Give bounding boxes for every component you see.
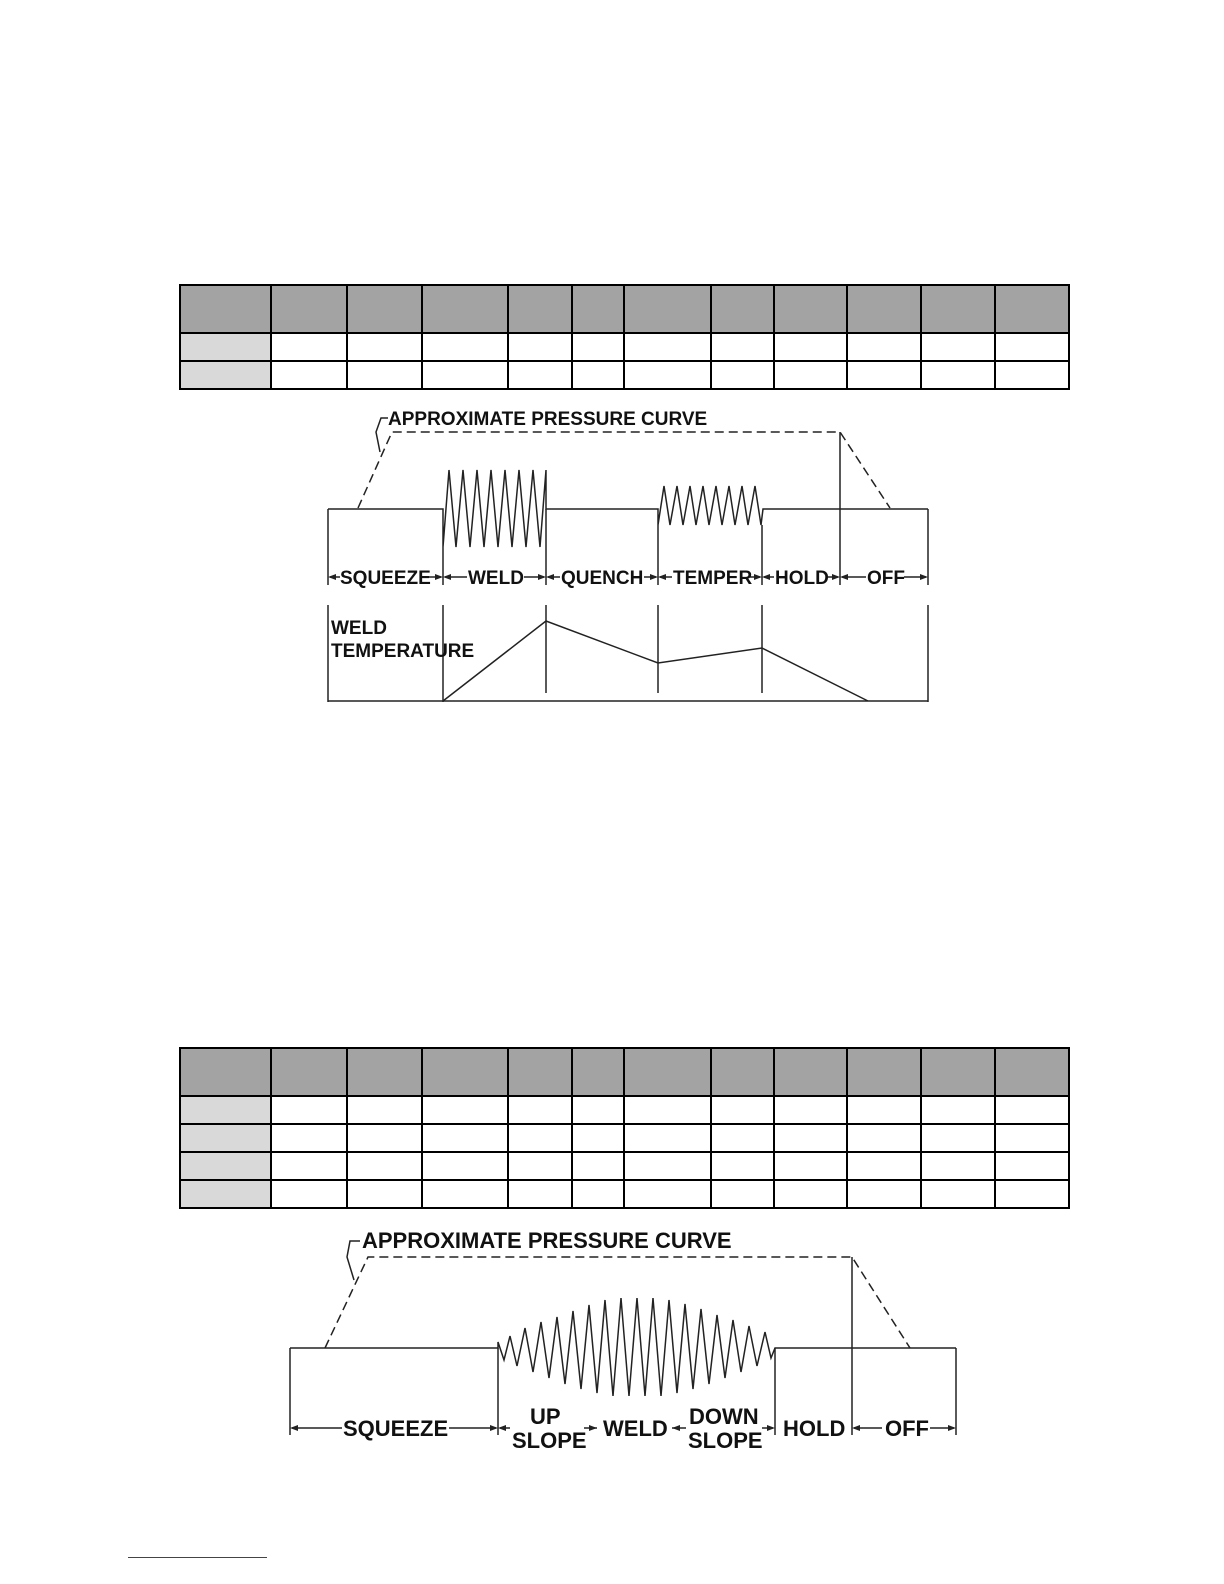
header-cell [572,285,624,333]
table-cell [271,361,347,389]
table-cell [711,333,774,361]
table-cell [995,333,1069,361]
header-cell [995,1048,1069,1096]
table-cell [624,1152,711,1180]
table-cell [624,361,711,389]
table-cell [847,361,921,389]
pressure-curve-label: APPROXIMATE PRESSURE CURVE [388,409,708,430]
table-cell [508,1152,572,1180]
row-label-cell [180,1096,271,1124]
table-cell [624,1124,711,1152]
header-cell [921,1048,995,1096]
table-row [180,1180,1069,1208]
header-cell [995,285,1069,333]
header-cell [774,285,847,333]
phase-label-down-slope-line-1: DOWN [689,1404,759,1429]
table-cell [774,1124,847,1152]
table-cell [572,1152,624,1180]
table-cell [847,333,921,361]
table-cell [624,333,711,361]
pressure-label-leader [376,418,388,452]
weld-sequence-diagram-slope [0,1220,1224,1480]
table-cell [624,1180,711,1208]
table-cell [847,1096,921,1124]
table-cell [347,1124,422,1152]
table-cell [921,1152,995,1180]
table-cell [774,1152,847,1180]
row-label-cell [180,361,271,389]
header-cell [180,1048,271,1096]
row-label-cell [180,1124,271,1152]
table-header-row [180,1048,1069,1096]
table-row [180,1152,1069,1180]
table-cell [508,361,572,389]
phase-label-squeeze: SQUEEZE [340,568,431,589]
table-row [180,1096,1069,1124]
table-cell [572,1096,624,1124]
table-cell [921,333,995,361]
table-cell [271,1152,347,1180]
pressure-curve-label: APPROXIMATE PRESSURE CURVE [362,1228,732,1253]
table-cell [847,1124,921,1152]
header-cell [624,285,711,333]
phase-label-up-slope-line-1: UP [530,1404,561,1429]
table-cell [847,1180,921,1208]
header-cell [921,285,995,333]
table-cell [774,333,847,361]
phase-label-quench: QUENCH [561,568,644,589]
timing-table-2 [179,1047,1070,1209]
phase-label-squeeze: SQUEEZE [343,1416,449,1441]
table-cell [711,1180,774,1208]
table-cell [995,1096,1069,1124]
pressure-label-leader [347,1241,360,1280]
table-cell [921,1180,995,1208]
header-cell [847,285,921,333]
temperature-label-line-1: WELD [331,618,387,639]
header-cell [711,285,774,333]
header-cell [572,1048,624,1096]
table-cell [995,1124,1069,1152]
table-cell [572,333,624,361]
row-label-cell [180,333,271,361]
phase-label-down-slope-line-2: SLOPE [688,1428,763,1453]
table-cell [422,1180,508,1208]
table-cell [572,1180,624,1208]
table-cell [711,361,774,389]
table-cell [847,1152,921,1180]
header-cell [624,1048,711,1096]
table-cell [422,1124,508,1152]
table-cell [711,1124,774,1152]
table-cell [271,333,347,361]
header-cell [271,1048,347,1096]
header-cell [508,1048,572,1096]
table-cell [711,1096,774,1124]
current-waveform [290,1298,956,1396]
table-cell [572,1124,624,1152]
table-cell [422,333,508,361]
table-cell [995,361,1069,389]
header-cell [847,1048,921,1096]
table-cell [422,361,508,389]
table-cell [711,1152,774,1180]
table-header-row [180,285,1069,333]
phase-label-weld: WELD [603,1416,668,1441]
table-cell [508,1096,572,1124]
table-cell [921,1124,995,1152]
phase-label-up-slope-line-2: SLOPE [512,1428,587,1453]
table-row [180,333,1069,361]
table-cell [995,1152,1069,1180]
temperature-curve [443,621,868,701]
row-label-cell [180,1152,271,1180]
timing-table-1 [179,284,1070,390]
table-cell [347,361,422,389]
table-cell [271,1124,347,1152]
pressure-curve [358,432,890,508]
table-cell [347,1096,422,1124]
header-cell [711,1048,774,1096]
table-cell [347,1180,422,1208]
temperature-label-line-2: TEMPERATURE [331,641,475,662]
weld-sequence-diagram-temper [0,400,1224,720]
table-cell [508,333,572,361]
table-cell [508,1124,572,1152]
header-cell [347,1048,422,1096]
table-cell [508,1180,572,1208]
header-cell [180,285,271,333]
table-cell [271,1096,347,1124]
table-row [180,361,1069,389]
table-cell [347,1152,422,1180]
header-cell [774,1048,847,1096]
phase-label-hold: HOLD [775,568,829,589]
table-cell [271,1180,347,1208]
header-cell [422,285,508,333]
table-cell [774,361,847,389]
table-cell [422,1152,508,1180]
header-cell [347,285,422,333]
phase-label-hold: HOLD [783,1416,846,1441]
current-waveform [328,470,928,547]
table-cell [995,1180,1069,1208]
table-row [180,1124,1069,1152]
table-cell [347,333,422,361]
phase-label-off: OFF [885,1416,929,1441]
table-cell [624,1096,711,1124]
phase-label-temper: TEMPER [673,568,753,589]
table-cell [422,1096,508,1124]
table-cell [921,1096,995,1124]
table-cell [921,361,995,389]
phase-label-weld: WELD [468,568,524,589]
footnote-rule [128,1557,267,1558]
table-cell [774,1096,847,1124]
header-cell [422,1048,508,1096]
row-label-cell [180,1180,271,1208]
phase-label-off: OFF [867,568,905,589]
table-cell [774,1180,847,1208]
table-cell [572,361,624,389]
header-cell [508,285,572,333]
header-cell [271,285,347,333]
